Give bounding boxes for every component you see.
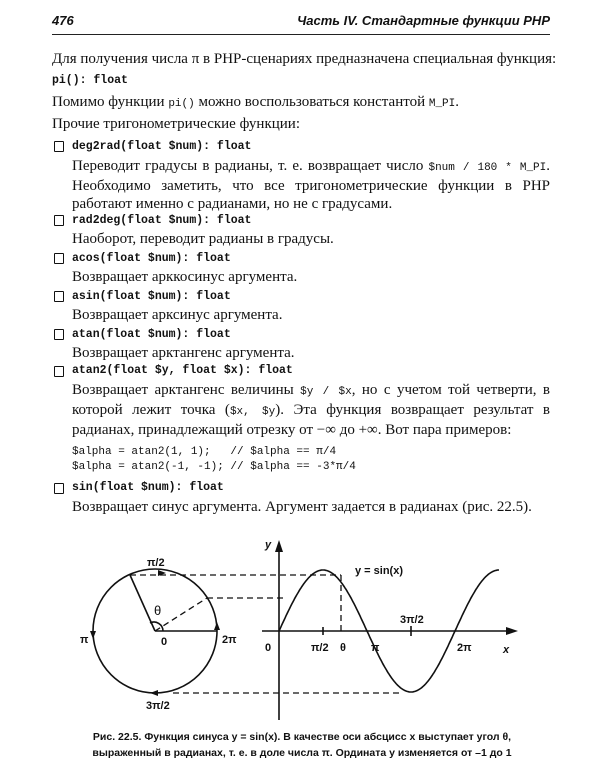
circle-arrow-icon [150,690,158,696]
circle-arrow-icon [90,631,96,639]
text: Помимо функции [52,94,169,110]
axis-label: x [503,644,510,656]
circle-label: π [80,634,89,646]
inline-code: pi() [168,98,195,110]
page-number: 476 [52,13,74,28]
axis-label: y [265,539,272,551]
tick-label: θ [340,642,346,654]
circle-label: 3π/2 [146,700,170,712]
text: . [455,94,460,110]
code-example: $alpha = atan2(1, 1); // $alpha == π/4 [72,446,337,458]
tick-label: 3π/2 [400,614,424,626]
circle-label: π/2 [147,557,165,569]
function-signature: atan2(float $y, float $x): float [72,364,293,377]
function-description: Возвращает арктангенс аргумента. [72,345,295,361]
function-description: Наоборот, переводит радианы в градусы. [72,231,334,247]
function-description: Возвращает арккосинус аргумента. [72,269,298,285]
intro-line: Для получения числа π в PHP-сценариях предназначена специальная функция: [52,51,557,67]
pi-signature: pi(): float [52,74,128,87]
inline-code: $num / 180 * M_PI [428,162,547,174]
figure-caption-line2: выраженный в радианах, т. е. в доле числа π. Ордината y изменяется от –1 до 1 [92,747,512,759]
circle-label: θ [154,603,162,618]
code-example: $alpha = atan2(-1, -1); // $alpha == -3*π/4 [72,461,356,473]
text: Переводит градусы в радианы, т. е. возвращает число [72,158,429,174]
text: ). Эта функция возвращает результат в радианах, принадлежащий отрезку от −∞ до +∞. Вот пара примеров: [72,402,551,438]
circle-label: 2π [222,634,237,646]
text: . Необходимо заметить, что все тригонометрические функции в PHP работают именно с радианами, но не с градусами. [72,158,551,212]
running-title: Часть IV. Стандартные функции PHP [297,13,550,28]
inline-code: $y / $x [300,386,352,398]
tick-label: 0 [265,642,272,654]
text: Возвращает арктангенс величины [72,382,301,398]
circle-arrow-icon [214,622,220,630]
x-axis-arrow-icon [506,627,518,635]
tick-label: π [371,642,380,654]
circle-label: 0 [161,636,168,648]
tick-label: π/2 [311,642,329,654]
function-signature: rad2deg(float $num): float [72,214,252,227]
text: можно воспользоваться константой [194,94,429,110]
figure-caption-line1: Рис. 22.5. Функция синуса y = sin(x). В качестве оси абсцисс x выступает угол θ, [92,731,512,743]
tick-label: 2π [457,642,472,654]
inline-code: M_PI [428,98,456,110]
function-signature: sin(float $num): float [72,481,224,494]
function-signature: deg2rad(float $num): float [72,140,252,153]
function-description: Возвращает арксинус аргумента. [72,307,283,323]
function-signature: atan(float $num): float [72,328,231,341]
text: , но с учетом той четверти, в которой лежит точка ( [72,382,550,418]
curve-label: y = sin(x) [355,565,403,577]
function-signature: asin(float $num): float [72,290,231,303]
function-signature: acos(float $num): float [72,252,231,265]
inline-code: $x, $y [229,406,276,418]
projection-lines [130,575,400,693]
intro-line-3: Прочие тригонометрические функции: [52,116,300,132]
y-axis-arrow-icon [275,540,283,552]
function-description: Возвращает синус аргумента. Аргумент задается в радианах (рис. 22.5). [72,499,532,515]
